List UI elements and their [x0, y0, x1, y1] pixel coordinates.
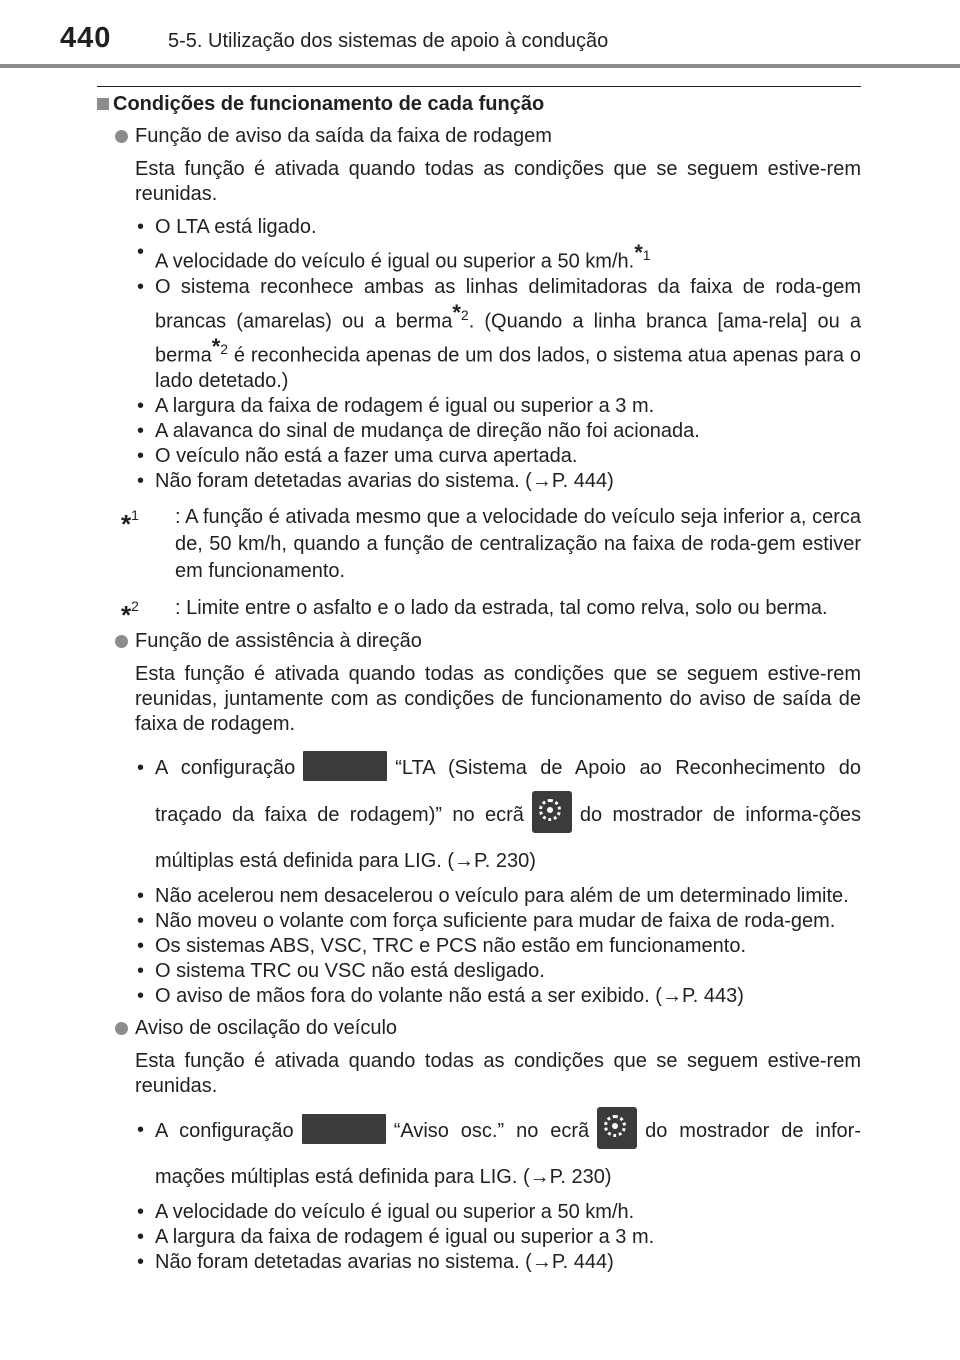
settings-gear-icon: [532, 791, 572, 833]
paragraph: Esta função é ativada quando todas as condições que se seguem estive-rem reunidas.: [135, 158, 861, 205]
section-title: 5-5. Utilização dos sistemas de apoio à condução: [168, 30, 609, 52]
page-number: 440: [60, 22, 112, 54]
list-item: • O sistema reconhece ambas as linhas delimitadoras da faixa de roda-gem brancas (amarelas) ou a berma$^{*2}$. (Quando a linha branca [ama-rela] ou a berma$^{*2}$ é reconhecida apenas de um dos lados, o sistema atua apenas para o lado detetado.): [135, 275, 861, 394]
list-item: • O veículo não está a fazer uma curva apertada.: [135, 444, 861, 469]
list-item: • A velocidade do veículo é igual ou superior a 50 km/h.$^{*1}$: [135, 240, 861, 275]
list-item: • O LTA está ligado.: [135, 215, 861, 240]
subsection-sway-warning: [97, 1016, 861, 1041]
lta-icon: [303, 751, 387, 781]
list-item: • Não foram detetadas avarias no sistema. (→P. 444): [135, 1250, 861, 1275]
circle-bullet-icon: [115, 635, 128, 648]
subsection-lane-departure: [97, 124, 861, 149]
footnote-ref: *1: [634, 240, 651, 265]
list-item: • A alavanca do sinal de mudança de direção não foi acionada.: [135, 419, 861, 444]
condition-list: [97, 215, 861, 494]
condition-list: [97, 1107, 861, 1275]
subsection-title: Aviso de oscilação do veículo: [135, 1016, 398, 1039]
footnote-2: *$^2$ : Limite entre o asfalto e o lado da estrada, tal como relva, solo ou berma.: [121, 596, 828, 630]
list-item: • A velocidade do veículo é igual ou superior a 50 km/h.: [135, 1200, 861, 1225]
section-heading: Condições de funcionamento de cada função: [97, 92, 861, 117]
settings-gear-icon: [597, 1107, 637, 1149]
list-item: • O sistema TRC ou VSC não está desligado.: [135, 959, 861, 984]
list-item: • O aviso de mãos fora do volante não está a ser exibido. (→P. 443): [135, 984, 861, 1009]
circle-bullet-icon: [115, 130, 128, 143]
list-item: • A largura da faixa de rodagem é igual ou superior a 3 m.: [135, 1225, 861, 1250]
list-item: • A configuração “Aviso osc.” no ecrã do mostrador de infor-mações múltiplas está definida para LIG. (→P. 230): [135, 1107, 861, 1200]
subsection-title: Função de aviso da saída da faixa de rodagem: [135, 125, 552, 147]
paragraph: Esta função é ativada quando todas as condições que se seguem estive-rem reunidas.: [135, 1049, 861, 1097]
subsection-steering-assist: [97, 629, 861, 654]
condition-list: [97, 745, 861, 1009]
list-item: • Não foram detetadas avarias do sistema. (→P. 444): [135, 469, 861, 494]
circle-bullet-icon: [115, 1022, 128, 1035]
footnote-ref: *2: [211, 334, 229, 360]
main-content: [97, 92, 861, 1275]
footnote-1: *$^1$ : A função é ativada mesmo que a velocidade do veículo seja inferior a, cerca de, 50 km/h, quando a função de centralização na faixa de roda-gem estiver em funcionamento.: [121, 505, 861, 582]
list-item: • A largura da faixa de rodagem é igual ou superior a 3 m.: [135, 394, 861, 419]
list-item: • Não acelerou nem desacelerou o veículo para além de um determinado limite.: [135, 884, 861, 909]
list-item: • Os sistemas ABS, VSC, TRC e PCS não estão em funcionamento.: [135, 934, 861, 959]
header-divider: [0, 64, 960, 68]
coffee-cup-icon: [302, 1114, 386, 1144]
list-item: • Não moveu o volante com força suficiente para mudar de faixa de roda-gem.: [135, 909, 861, 934]
content-divider: [97, 86, 861, 87]
footnote-ref: *2: [452, 299, 469, 325]
paragraph: Esta função é ativada quando todas as condições que se seguem estive-rem reunidas, juntamente com as condições de funcionamento do aviso de saída de faixa de rodagem.: [135, 662, 861, 735]
square-bullet-icon: [97, 98, 109, 110]
list-item: • A configuração “LTA (Sistema de Apoio ao Reconhecimento do traçado da faixa de rodagem)” no ecrã do mostrador de informa-ções múltiplas está definida para LIG. (→P. 230): [135, 745, 861, 884]
page-header: [0, 0, 960, 70]
subsection-title: Função de assistência à direção: [135, 629, 422, 652]
